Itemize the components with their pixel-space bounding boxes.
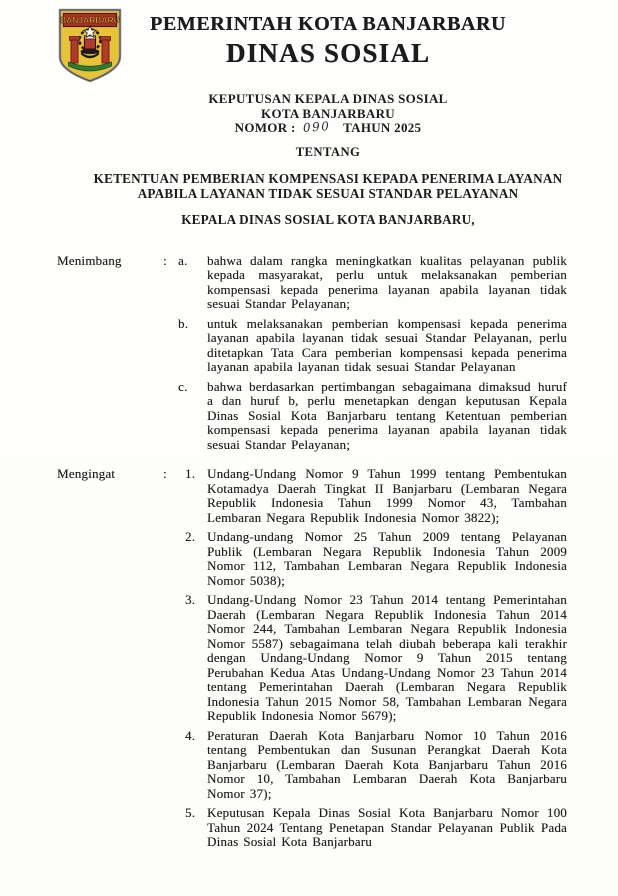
emblem-gate-right-pillar bbox=[102, 40, 109, 63]
list-item-marker: 4. bbox=[185, 727, 196, 743]
list-item-marker: b. bbox=[178, 315, 189, 331]
emblem-gate-left-pillar bbox=[71, 40, 78, 63]
list-item-text: Peraturan Daerah Kota Banjarbaru Nomor 10 Tahun 2016 tentang Pembentukan dan Susunan Perangkat Daerah Kota Banjarbaru (Lembaran Daerah Kota Banjarbaru Tahun 2016 Nomor 10, Tambahan Lembaran Daerah Kota Banjarbaru Nomor 37); bbox=[207, 727, 567, 801]
list-item bbox=[178, 254, 567, 312]
mengingat-section bbox=[0, 467, 618, 850]
list-item-marker: 1. bbox=[185, 466, 196, 481]
agency-name: DINAS SOSIAL bbox=[225, 38, 431, 68]
list-item-marker: 2. bbox=[185, 529, 196, 544]
subject-line1: KETENTUAN PEMBERIAN KOMPENSASI KEPADA PENERIMA LAYANAN bbox=[93, 170, 563, 186]
section-label-menimbang: Menimbang bbox=[57, 252, 122, 268]
list-item-marker: c. bbox=[178, 378, 188, 394]
decision-title-line2: KOTA BANJARBARU bbox=[261, 105, 395, 121]
list-item-text: bahwa berdasarkan pertimbangan sebagaimana dimaksud huruf a dan huruf b, perlu menetapkan dengan keputusan Kepala Dinas Sosial Kota Banjarbaru tentang Ketentuan pemberian kompensasi kepada penerima layanan apabila layanan tidak sesuai Standar Pelayanan; bbox=[207, 378, 567, 452]
nomor-suffix: TAHUN 2025 bbox=[343, 120, 422, 135]
menimbang-section bbox=[0, 254, 618, 453]
letterhead bbox=[38, 0, 618, 68]
list-item bbox=[178, 729, 567, 802]
list-item bbox=[178, 530, 567, 588]
list-item bbox=[178, 806, 567, 850]
list-item bbox=[178, 467, 567, 525]
document-body bbox=[0, 254, 618, 850]
nomor-line bbox=[38, 121, 618, 136]
nomor-prefix: NOMOR : bbox=[234, 120, 296, 135]
list-item-marker: 5. bbox=[185, 805, 196, 820]
mengingat-items bbox=[178, 467, 567, 850]
menimbang-items bbox=[178, 254, 567, 453]
tentang-label: TENTANG bbox=[295, 144, 361, 159]
nomor-handwritten-number: 090 bbox=[302, 119, 331, 135]
list-item bbox=[178, 593, 567, 724]
list-item-text: Undang-undang Nomor 25 Tahun 2009 tentang Pelayanan Publik (Lembaran Negara Republik Indonesia Tahun 2009 Nomor 112, Tambahan Lembaran Negara Republik Indonesia Nomor 5038); bbox=[207, 529, 567, 588]
decision-title-line1: KEPUTUSAN KEPALA DINAS SOSIAL bbox=[208, 91, 448, 106]
list-item-marker: a. bbox=[178, 252, 188, 268]
list-item-text: bahwa dalam rangka meningkatkan kualitas pelayanan publik kepada masyarakat, perlu untuk melaksanakan pemberian kompensasi kepada penerima layanan apabila layanan tidak sesuai Standar Pelayanan; bbox=[207, 252, 567, 311]
decision-title-block bbox=[38, 92, 618, 136]
list-item-text: Undang-Undang Nomor 9 Tahun 1999 tentang Pembentukan Kotamadya Daerah Tingkat II Banjarbaru (Lembaran Negara Republik Indonesia Tahun 1999 Nomor 43, Tambahan Lembaran Negara Republik Indonesia Nomor 3822); bbox=[207, 466, 567, 525]
list-item-text: untuk melaksanakan pemberian kompensasi kepada penerima layanan apabila layanan tidak sesuai Standar Pelayanan, perlu ditetapkan Tata Cara pemberian kompensasi kepada penerima layanan apabila layanan tidak sesuai Standar Pelayanan bbox=[207, 315, 567, 374]
list-item-text: Undang-Undang Nomor 23 Tahun 2014 tentang Pemerintahan Daerah (Lembaran Negara Republik Indonesia Tahun 2014 Nomor 244, Tambahan Lembaran Negara Republik Indonesia Nomor 5587) sebagaimana telah diubah beberapa kali terakhir dengan Undang-Undang Nomor 9 Tahun 2015 tentang Perubahan Kedua Atas Undang-Undang Nomor 23 Tahun 2014 tentang Pemerintahan Daerah (Lembaran Negara Republik Indonesia Tahun 2015 Nomor 58, Tambahan Lembaran Negara Republik Indonesia Nomor 5679); bbox=[207, 592, 567, 723]
subject-line2: APABILA LAYANAN TIDAK SESUAI STANDAR PELAYANAN bbox=[137, 186, 519, 201]
section-colon: : bbox=[163, 252, 167, 268]
government-name: PEMERINTAH KOTA BANJARBARU bbox=[150, 13, 506, 35]
section-label-mengingat: Mengingat bbox=[57, 466, 116, 481]
emblem-banner-text: BANJARBARU bbox=[60, 16, 120, 26]
subject-title bbox=[38, 171, 618, 202]
list-item bbox=[178, 317, 567, 375]
list-item-marker: 3. bbox=[185, 592, 196, 607]
issuer-line: KEPALA DINAS SOSIAL KOTA BANJARBARU, bbox=[181, 211, 475, 227]
list-item bbox=[178, 380, 567, 453]
emblem-lamp-bowl bbox=[81, 49, 100, 54]
list-item-text: Keputusan Kepala Dinas Sosial Kota Banjarbaru Nomor 100 Tahun 2024 Tentang Penetapan Standar Pelayanan Publik Pada Dinas Sosial Kota Banjarbaru bbox=[207, 805, 567, 849]
section-colon: : bbox=[163, 466, 167, 481]
banjarbaru-emblem-logo bbox=[55, 7, 125, 85]
